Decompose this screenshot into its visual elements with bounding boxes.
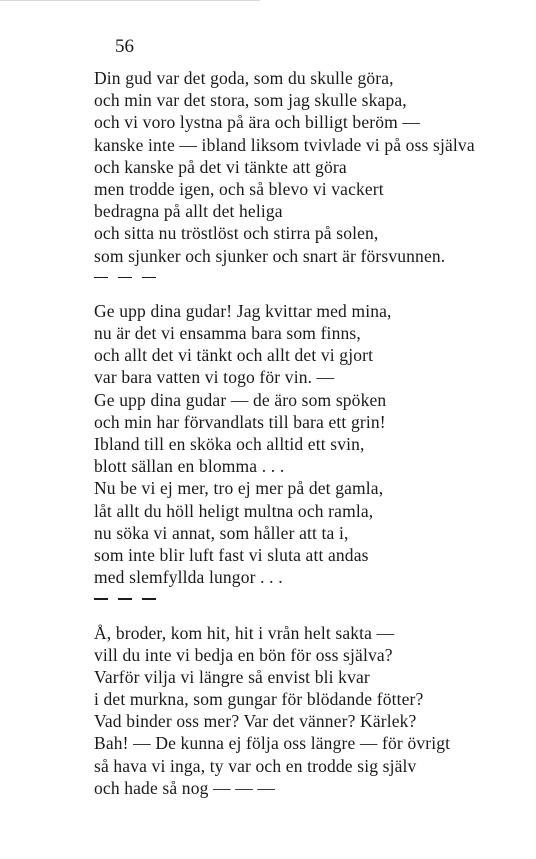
poem-line: nu är det vi ensamma bara som finns, — [94, 323, 361, 344]
stanza-separator — [94, 267, 514, 289]
poem-line: med slemfyllda lungor . . . — [94, 567, 283, 588]
poem-line: och min var det stora, som jag skulle skapa, — [94, 90, 407, 111]
stanza-2 — [94, 300, 514, 588]
poem-line: och vi voro lystna på ära och billigt beröm — — [94, 112, 421, 133]
poem-line: så hava vi inga, ty var och en trodde sig själv — [94, 755, 417, 776]
stanza-1 — [94, 67, 514, 267]
poem-line: bedragna på allt det heliga — [94, 201, 283, 222]
poem-line: vill du inte vi bedja en bön för oss själva? — [94, 644, 393, 665]
stanza-separator — [94, 588, 514, 610]
poem-line: Nu be vi ej mer, tro ej mer på det gamla, — [94, 478, 384, 499]
poem-line: som inte blir luft fast vi sluta att andas — [94, 544, 369, 565]
poem-line: och hade så nog — — — — [94, 777, 276, 798]
poem-line: Ibland till en sköka och alltid ett svin, — [94, 434, 365, 454]
page-number: 56 — [115, 36, 134, 57]
top-edge-rule — [0, 0, 260, 1]
poem-line: blott sällan en blomma . . . — [94, 456, 285, 477]
poem-line: Ge upp dina gudar! Jag kvittar med mina, — [94, 300, 392, 321]
poem-line: nu söka vi annat, som håller att ta i, — [94, 522, 349, 543]
poem-line: och allt det vi tänkt och allt det vi gjort — [94, 345, 374, 366]
poem-line: låt allt du höll heligt multna och ramla, — [94, 500, 374, 521]
poem-line: och kanske på det vi tänkte att göra — [94, 156, 347, 177]
poem-line: Ge upp dina gudar — de äro som spöken — [94, 389, 387, 410]
poem-line: Din gud var det goda, som du skulle göra, — [94, 68, 394, 88]
poem-line: var bara vatten vi togo för vin. — — [94, 367, 335, 388]
stanza-gap — [94, 611, 514, 622]
stanza-gap — [94, 289, 514, 300]
poem-line: men trodde igen, och så blevo vi vackert — [94, 178, 384, 199]
stanza-3 — [94, 622, 514, 800]
poem-line: Å, broder, kom hit, hit i vrån helt sakta — — [94, 622, 395, 643]
poem-line: Varför vilja vi längre så envist bli kvar — [94, 666, 370, 687]
poem-text — [94, 67, 514, 799]
poem-line: Vad binder oss mer? Var det vänner? Kärlek? — [94, 711, 417, 732]
poem-line: och min har förvandlats till bara ett grin! — [94, 411, 386, 432]
poem-line: och sitta nu tröstlöst och stirra på solen, — [94, 223, 379, 244]
poem-line: Bah! — De kunna ej följa oss längre — för övrigt — [94, 733, 451, 754]
poem-line: som sjunker och sjunker och snart är försvunnen. — [94, 245, 446, 266]
poem-line: kanske inte — ibland liksom tvivlade vi på oss själva — [94, 134, 475, 155]
poem-line: i det murkna, som gungar för blödande fötter? — [94, 689, 424, 710]
